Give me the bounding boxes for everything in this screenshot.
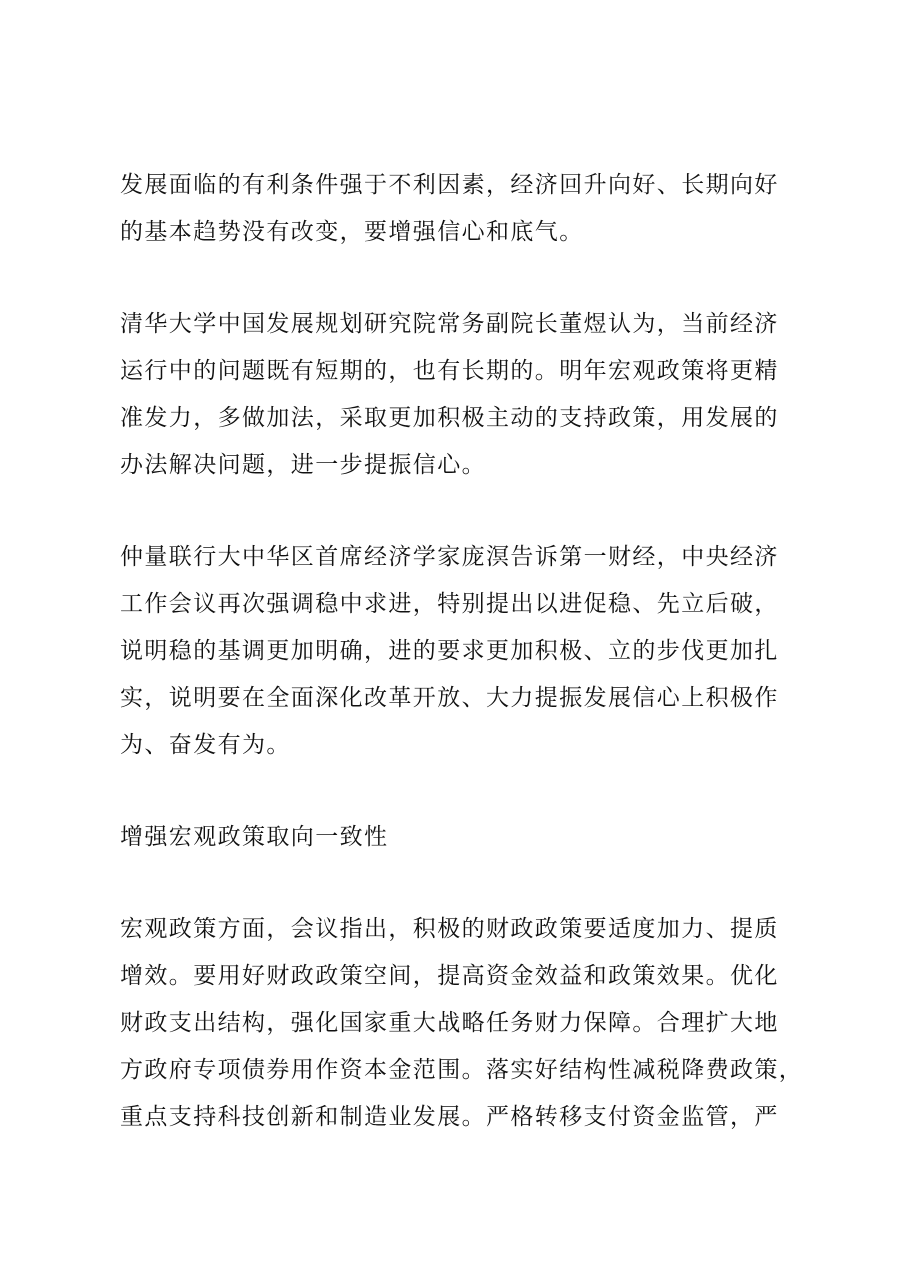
section-heading-text: 增强宏观政策取向一致性 [120,824,389,850]
paragraph-line: 方政府专项债券用作资本金范围。落实好结构性减税降费政策， [120,1057,804,1083]
paragraph-line: 仲量联行大中华区首席经济学家庞溟告诉第一财经，中央经济 [120,544,779,570]
section-heading [120,814,799,861]
paragraph-3 [120,534,799,769]
paragraph-line: 办法解决问题，进一步提振信心。 [120,452,486,478]
paragraph-line: 增效。要用好财政政策空间，提高资金效益和政策效果。优化 [120,963,779,989]
paragraph-line: 发展面临的有利条件强于不利因素，经济回升向好、长期向好 [120,172,779,198]
paragraph-line: 财政支出结构，强化国家重大战略任务财力保障。合理扩大地 [120,1010,779,1036]
paragraph-line: 实，说明要在全面深化改革开放、大力提振发展信心上积极作 [120,685,779,711]
paragraph-line: 工作会议再次强调稳中求进，特别提出以进促稳、先立后破， [120,591,779,617]
paragraph-line: 清华大学中国发展规划研究院常务副院长董煜认为，当前经济 [120,311,779,337]
paragraph-1 [120,162,799,256]
paragraph-line: 运行中的问题既有短期的，也有长期的。明年宏观政策将更精 [120,358,779,384]
paragraph-line: 重点支持科技创新和制造业发展。严格转移支付资金监管，严 [120,1104,779,1130]
paragraph-line: 准发力，多做加法，采取更加积极主动的支持政策，用发展的 [120,405,779,431]
paragraph-line: 宏观政策方面，会议指出，积极的财政政策要适度加力、提质 [120,916,779,942]
paragraph-line: 说明稳的基调更加明确，进的要求更加积极、立的步伐更加扎 [120,638,779,664]
paragraph-line: 的基本趋势没有改变，要增强信心和底气。 [120,219,584,245]
paragraph-line: 为、奋发有为。 [120,732,291,758]
paragraph-2 [120,301,799,489]
paragraph-4 [120,906,804,1141]
